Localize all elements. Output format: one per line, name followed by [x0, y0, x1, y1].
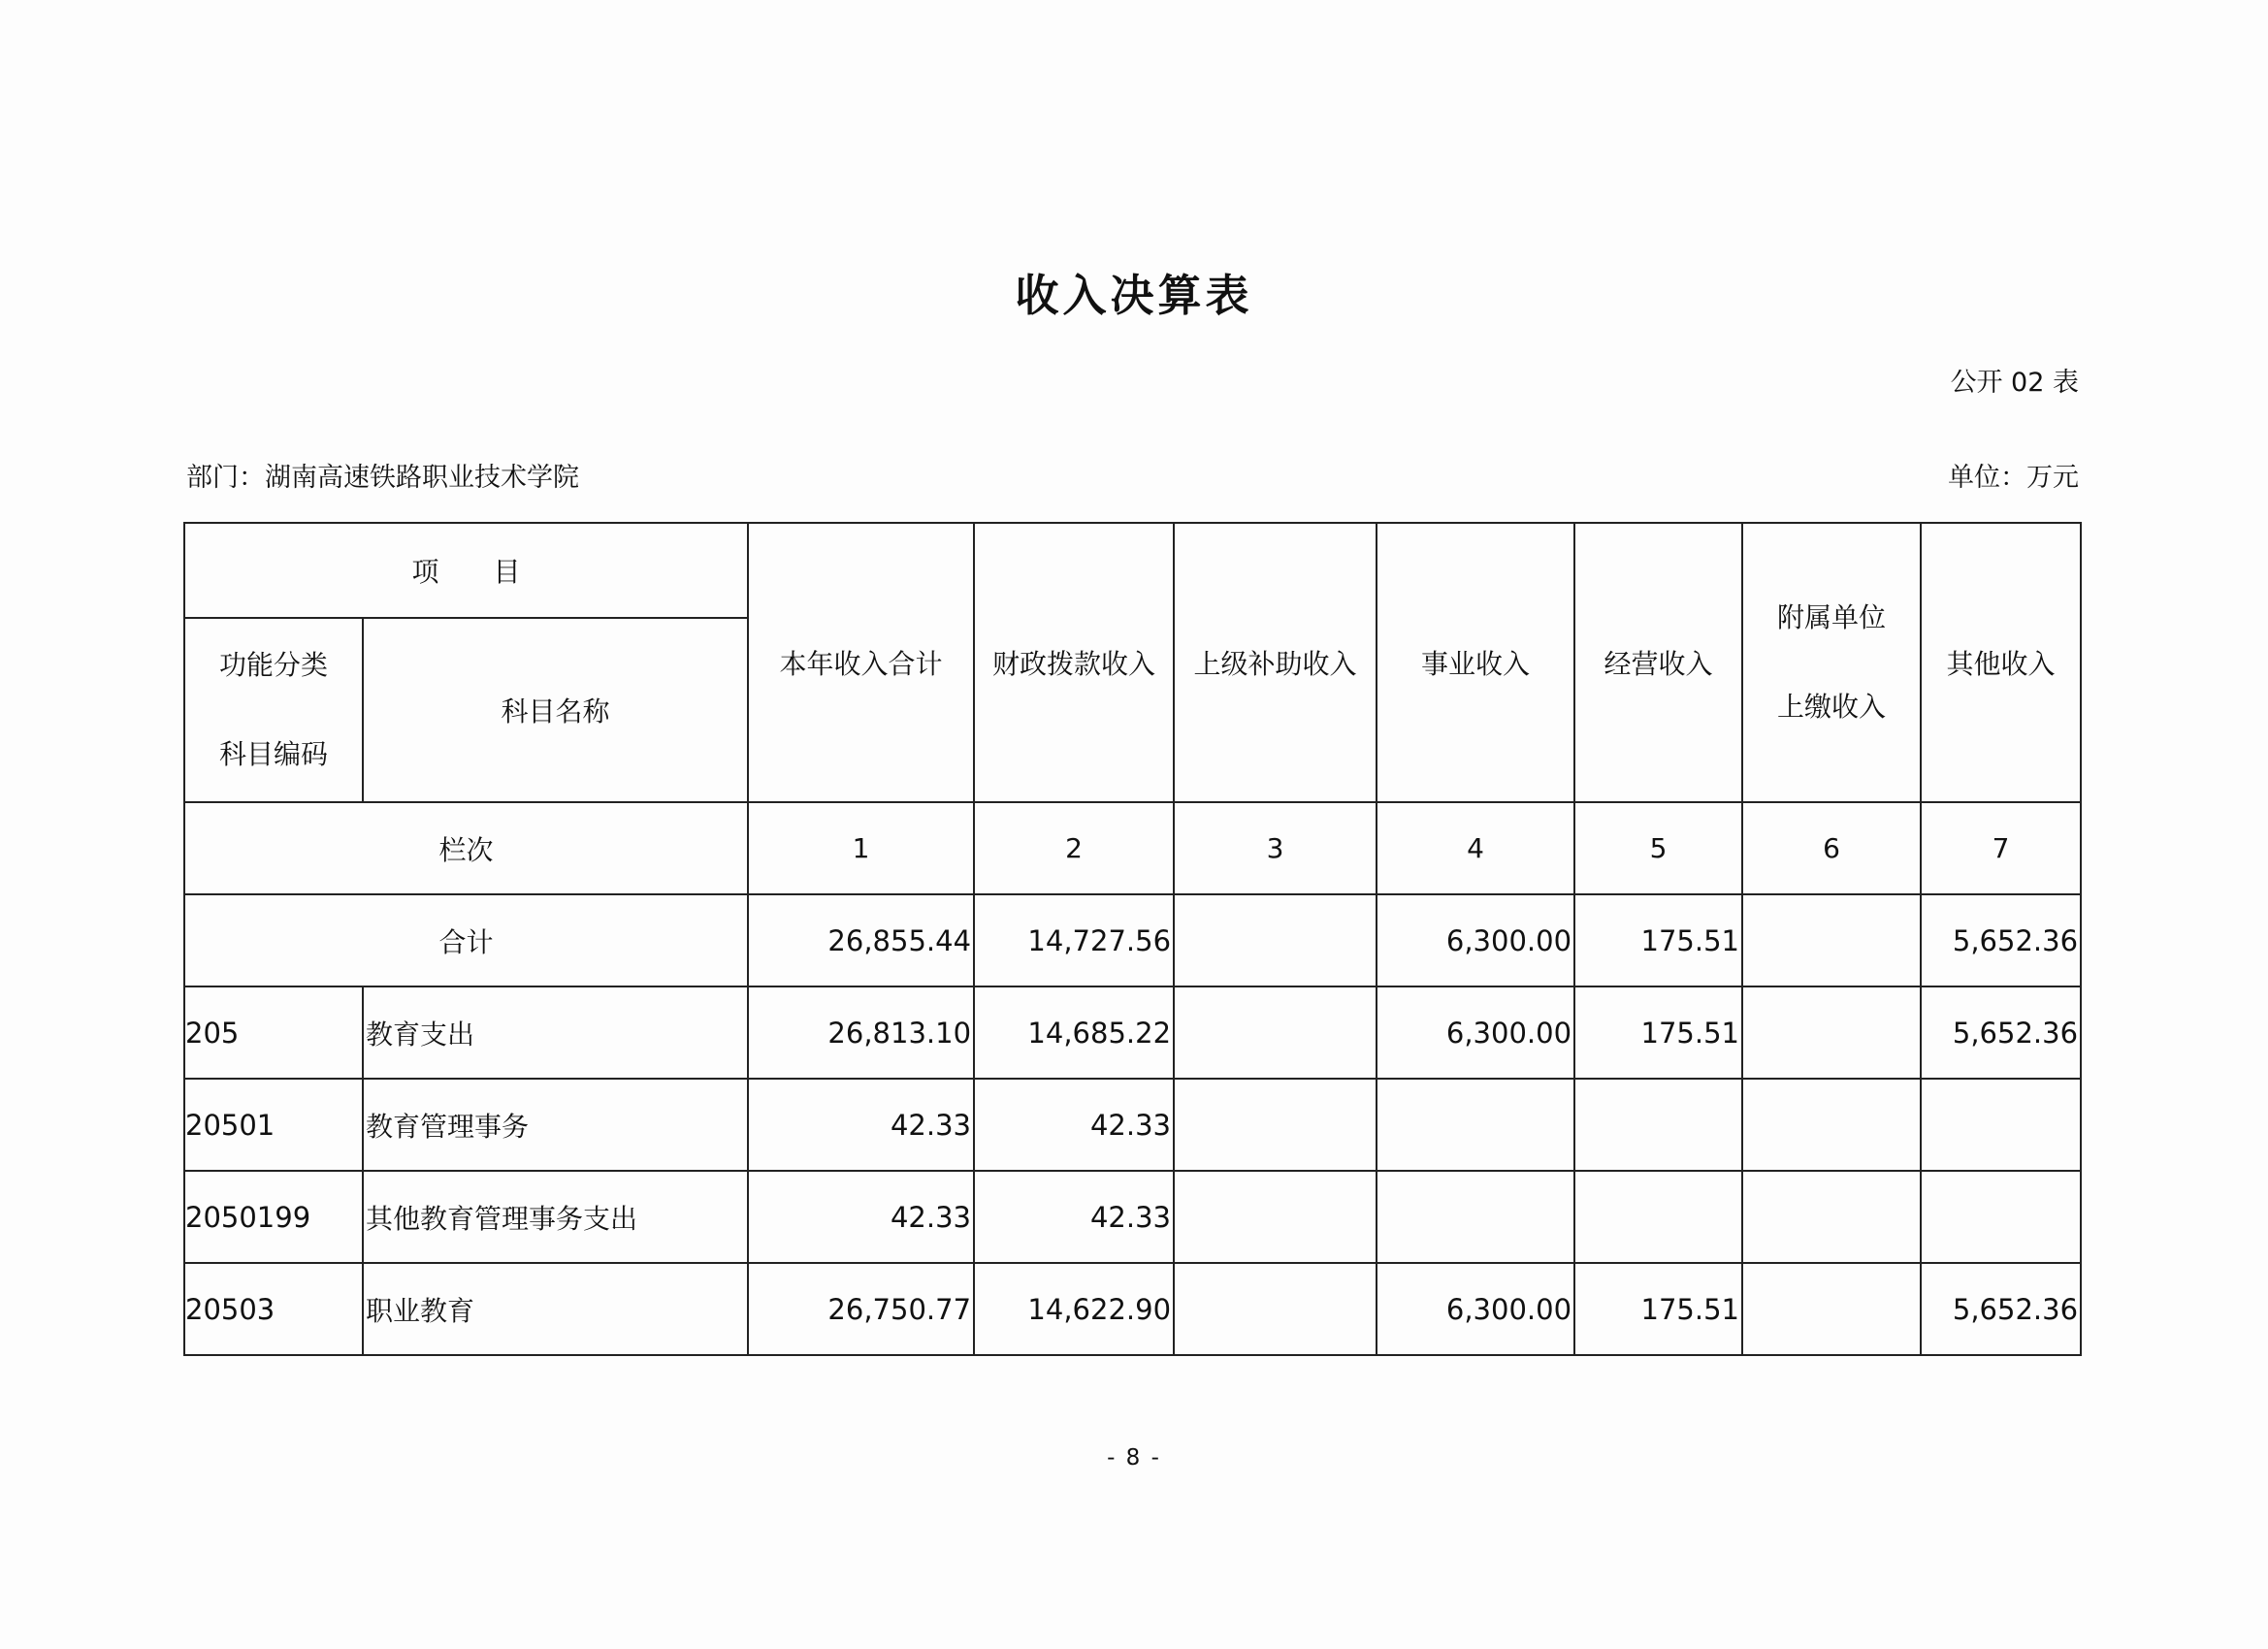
header-col-6-line2: 上缴收入: [1777, 691, 1887, 723]
cell-value: 6,300.00: [1377, 1263, 1574, 1355]
cell-value: [1174, 894, 1377, 986]
table-row: [184, 1171, 2081, 1263]
row-index-3: 3: [1174, 802, 1377, 894]
cell-value: 5,652.36: [1921, 1263, 2081, 1355]
cell-value: 175.51: [1574, 986, 1742, 1079]
page-number: - 8 -: [1107, 1445, 1161, 1471]
cell-value: [1174, 1171, 1377, 1263]
table-row: [184, 1079, 2081, 1171]
subject-name: 职业教育: [363, 1263, 748, 1355]
cell-value: 14,622.90: [974, 1263, 1174, 1355]
cell-value: 42.33: [974, 1171, 1174, 1263]
row-index-2: 2: [974, 802, 1174, 894]
header-func-code-line2: 科目编码: [218, 738, 328, 770]
form-number: 公开 02 表: [1950, 368, 2079, 398]
unit-label: 单位：万元: [1948, 463, 2079, 493]
cell-value: [1174, 1079, 1377, 1171]
row-index-label: 栏次: [184, 802, 748, 894]
subject-code: 20501: [184, 1079, 363, 1171]
header-col-5: 经营收入: [1574, 523, 1742, 802]
cell-value: 6,300.00: [1377, 986, 1574, 1079]
cell-value: 42.33: [974, 1079, 1174, 1171]
header-col-3: 上级补助收入: [1174, 523, 1377, 802]
cell-value: [1742, 1171, 1921, 1263]
row-index-5: 5: [1574, 802, 1742, 894]
cell-value: [1174, 1263, 1377, 1355]
cell-value: [1377, 1079, 1574, 1171]
cell-value: 6,300.00: [1377, 894, 1574, 986]
income-statement-table: [183, 522, 2082, 1356]
cell-value: 175.51: [1574, 1263, 1742, 1355]
table-row-total: [184, 894, 2081, 986]
table-row: [184, 986, 2081, 1079]
subject-code: 205: [184, 986, 363, 1079]
cell-value: 5,652.36: [1921, 986, 2081, 1079]
subject-name: 教育支出: [363, 986, 748, 1079]
header-item: 项 目: [184, 523, 748, 618]
header-func-code-line1: 功能分类: [218, 649, 328, 681]
cell-value: 26,750.77: [748, 1263, 974, 1355]
page-title: 收入决算表: [1015, 270, 1253, 321]
subject-name: 教育管理事务: [363, 1079, 748, 1171]
total-label: 合计: [184, 894, 748, 986]
header-col-6: [1742, 523, 1921, 802]
header-col-4: 事业收入: [1377, 523, 1574, 802]
cell-value: [1742, 1079, 1921, 1171]
cell-value: [1742, 986, 1921, 1079]
cell-value: 14,685.22: [974, 986, 1174, 1079]
cell-value: 5,652.36: [1921, 894, 2081, 986]
cell-value: [1742, 894, 1921, 986]
department-label: 部门：湖南高速铁路职业技术学院: [186, 463, 579, 493]
header-col-1: 本年收入合计: [748, 523, 974, 802]
cell-value: [1377, 1171, 1574, 1263]
cell-value: 42.33: [748, 1171, 974, 1263]
cell-value: [1574, 1079, 1742, 1171]
row-index-6: 6: [1742, 802, 1921, 894]
header-col-6-line1: 附属单位: [1777, 601, 1887, 633]
cell-value: 26,813.10: [748, 986, 974, 1079]
cell-value: 14,727.56: [974, 894, 1174, 986]
subject-code: 2050199: [184, 1171, 363, 1263]
header-col-2: 财政拨款收入: [974, 523, 1174, 802]
header-func-code: [184, 618, 363, 802]
row-index: [184, 802, 2081, 894]
cell-value: [1742, 1263, 1921, 1355]
row-index-1: 1: [748, 802, 974, 894]
row-index-7: 7: [1921, 802, 2081, 894]
row-index-4: 4: [1377, 802, 1574, 894]
cell-value: 26,855.44: [748, 894, 974, 986]
cell-value: 175.51: [1574, 894, 1742, 986]
cell-value: 42.33: [748, 1079, 974, 1171]
cell-value: [1174, 986, 1377, 1079]
cell-value: [1921, 1171, 2081, 1263]
subject-name: 其他教育管理事务支出: [363, 1171, 748, 1263]
header-col-7: 其他收入: [1921, 523, 2081, 802]
table-row: [184, 1263, 2081, 1355]
cell-value: [1921, 1079, 2081, 1171]
subject-code: 20503: [184, 1263, 363, 1355]
cell-value: [1574, 1171, 1742, 1263]
header-subject-name: 科目名称: [363, 618, 748, 802]
